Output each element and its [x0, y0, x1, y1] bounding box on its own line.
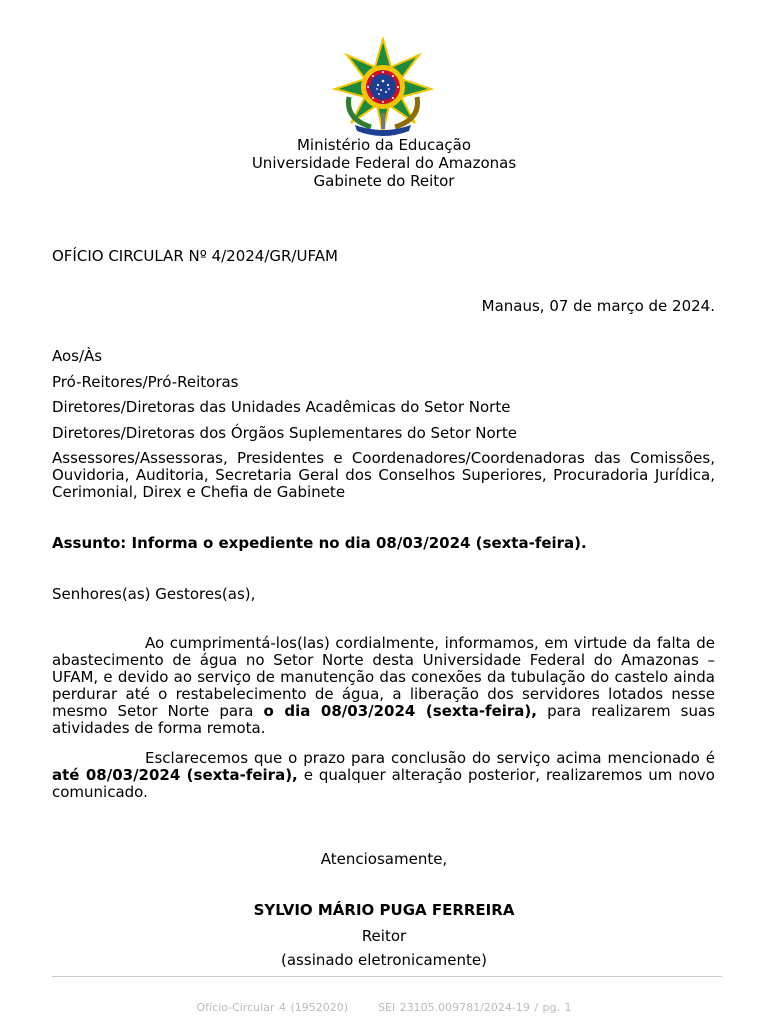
coat-of-arms-icon	[327, 37, 439, 137]
paragraph-text: para realizarem suas atividades de forma remota.	[52, 702, 715, 737]
ministry-name: Ministério da Educação	[296, 136, 472, 154]
signer-role: Reitor	[361, 927, 407, 945]
footer-sei-reference: SEI 23105.009781/2024-19 / pg. 1	[378, 1001, 572, 1014]
body-paragraph-2	[52, 750, 715, 801]
recipient-line: Pró-Reitores/Pró-Reitoras	[52, 373, 239, 391]
paragraph-text: e qualquer alteração posterior, realizaremos um novo comunicado.	[52, 766, 715, 801]
university-name: Universidade Federal do Amazonas	[251, 154, 517, 172]
signer-name: SYLVIO MÁRIO PUGA FERREIRA	[253, 901, 515, 919]
document-number: OFÍCIO CIRCULAR Nº 4/2024/GR/UFAM	[52, 247, 338, 265]
page-footer	[0, 999, 768, 1016]
footer-divider	[52, 976, 722, 977]
signature-note: (assinado eletronicamente)	[281, 951, 487, 969]
closing-regards: Atenciosamente,	[320, 850, 448, 868]
greeting: Senhores(as) Gestores(as),	[52, 585, 256, 603]
recipient-line: Diretores/Diretoras dos Órgãos Suplementares do Setor Norte	[52, 424, 517, 442]
body-paragraph-1	[52, 635, 715, 737]
footer-doc-reference: Ofício-Circular 4 (1952020)	[196, 1001, 349, 1014]
paragraph-emphasis: até 08/03/2024 (sexta-feira),	[52, 766, 298, 784]
paragraph-emphasis: o dia 08/03/2024 (sexta-feira),	[263, 702, 537, 720]
paragraph-text: Esclarecemos que o prazo para conclusão do serviço acima mencionado é	[145, 749, 715, 767]
letterhead	[0, 137, 768, 191]
recipient-line: Diretores/Diretoras das Unidades Acadêmicas do Setor Norte	[52, 398, 511, 416]
document-date: Manaus, 07 de março de 2024.	[481, 297, 715, 315]
recipients-salutation: Aos/Às	[52, 347, 103, 365]
recipient-line: Assessores/Assessoras, Presidentes e Coordenadores/Coordenadoras das Comissões, Ouvidoria, Auditoria, Secretaria Geral dos Conselhos Superiores, Procuradoria Jurídica, Cerimonial, Direx e Chefia de Gabinete	[52, 449, 715, 501]
paragraph-text: Ao cumprimentá-los(las) cordialmente, informamos, em virtude da falta de abastecimento de água no Setor Norte desta Universidade Federal do Amazonas – UFAM, e devido ao serviço de manutenção das conexões da tubulação do castelo ainda perdurar até o restabelecimento de água, a liberação dos servidores lotados nesse mesmo Setor Norte para	[52, 634, 715, 720]
office-name: Gabinete do Reitor	[313, 172, 455, 190]
subject-line: Assunto: Informa o expediente no dia 08/03/2024 (sexta-feira).	[52, 534, 587, 552]
